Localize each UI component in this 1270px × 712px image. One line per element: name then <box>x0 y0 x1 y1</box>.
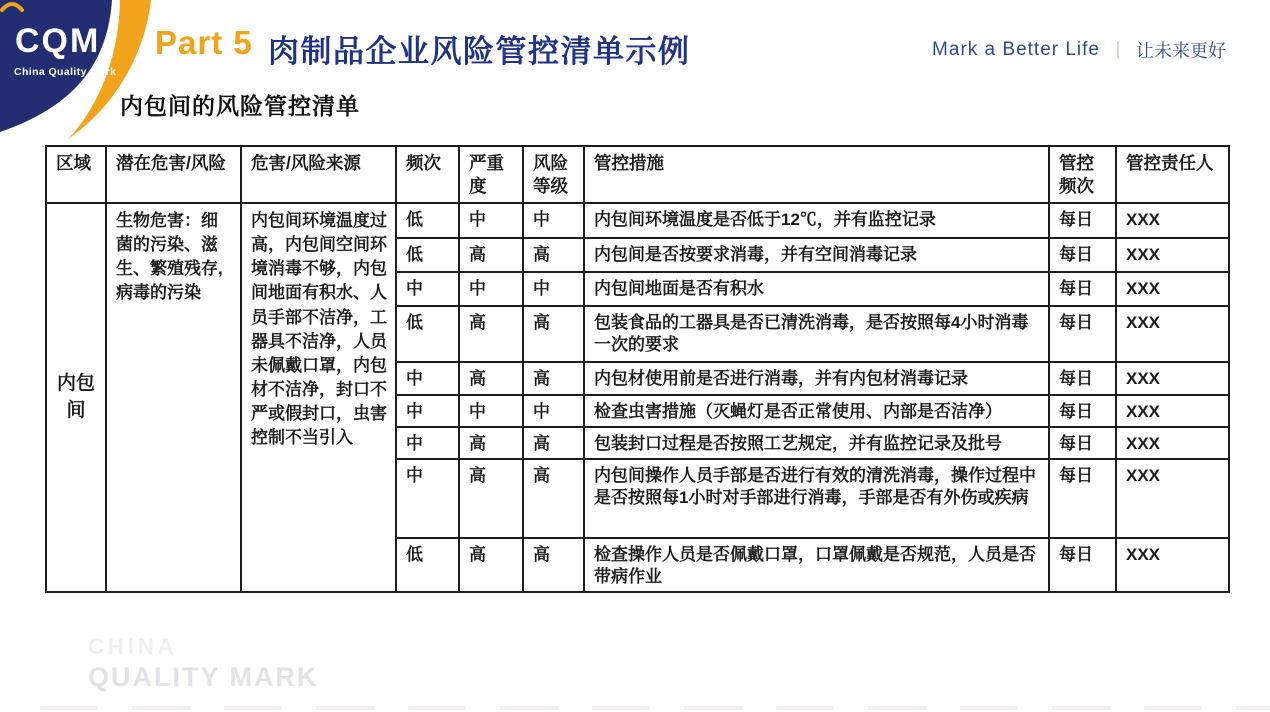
owner-cell: XXX <box>1116 238 1229 272</box>
measure-cell: 检查操作人员是否佩戴口罩，口罩佩戴是否规范，人员是否带病作业 <box>584 538 1049 592</box>
severity-cell: 高 <box>459 238 523 272</box>
watermark <box>88 634 319 693</box>
risk-level-cell: 高 <box>523 459 584 538</box>
severity-cell: 高 <box>459 427 523 459</box>
measure-cell: 检查虫害措施（灭蝇灯是否正常使用、内部是否洁净） <box>584 395 1049 427</box>
header-severity: 严重度 <box>459 146 523 203</box>
logo-subtext: China Quality Mark <box>14 66 117 78</box>
table-row <box>46 203 1229 238</box>
measure-cell: 包装封口过程是否按照工艺规定，并有监控记录及批号 <box>584 427 1049 459</box>
control-frequency-cell: 每日 <box>1049 306 1116 362</box>
header-area: 区域 <box>46 146 106 203</box>
owner-cell: XXX <box>1116 538 1229 592</box>
watermark-line1: CHINA <box>88 634 178 659</box>
control-frequency-cell: 每日 <box>1049 238 1116 272</box>
severity-cell: 中 <box>459 203 523 238</box>
logo-text: CQM <box>15 22 101 60</box>
owner-cell: XXX <box>1116 272 1229 306</box>
slide-title: 肉制品企业风险管控清单示例 <box>268 34 691 69</box>
severity-cell: 中 <box>459 272 523 306</box>
watermark-line2: QUALITY MARK <box>88 662 319 692</box>
control-frequency-cell: 每日 <box>1049 538 1116 592</box>
header-frequency: 频次 <box>396 146 459 203</box>
frequency-cell: 中 <box>396 459 459 538</box>
control-frequency-cell: 每日 <box>1049 427 1116 459</box>
tagline-separator: ｜ <box>1109 41 1127 61</box>
control-frequency-cell: 每日 <box>1049 272 1116 306</box>
logo-q-arc-icon <box>0 0 24 12</box>
header-hazard: 潜在危害/风险 <box>106 146 241 203</box>
risk-level-cell: 高 <box>523 427 584 459</box>
measure-cell: 内包间是否按要求消毒，并有空间消毒记录 <box>584 238 1049 272</box>
measure-cell: 包装食品的工器具是否已清洗消毒，是否按照每4小时消毒一次的要求 <box>584 306 1049 362</box>
severity-cell: 高 <box>459 362 523 395</box>
header-control-frequency: 管控频次 <box>1049 146 1116 203</box>
severity-cell: 高 <box>459 538 523 592</box>
table-header-row <box>46 146 1229 203</box>
frequency-cell: 低 <box>396 203 459 238</box>
owner-cell: XXX <box>1116 203 1229 238</box>
control-frequency-cell: 每日 <box>1049 203 1116 238</box>
measure-cell: 内包间环境温度是否低于12℃，并有监控记录 <box>584 203 1049 238</box>
frequency-cell: 低 <box>396 238 459 272</box>
risk-level-cell: 中 <box>523 395 584 427</box>
table-caption: 内包间的风险管控清单 <box>120 93 360 119</box>
header-source: 危害/风险来源 <box>241 146 396 203</box>
owner-cell: XXX <box>1116 395 1229 427</box>
risk-level-cell: 中 <box>523 203 584 238</box>
part-label: Part 5 <box>155 24 253 61</box>
control-frequency-cell: 每日 <box>1049 362 1116 395</box>
measure-cell: 内包间地面是否有积水 <box>584 272 1049 306</box>
cqm-logo <box>0 0 170 155</box>
header-risk-level: 风险等级 <box>523 146 584 203</box>
owner-cell: XXX <box>1116 362 1229 395</box>
risk-control-table <box>45 145 1230 593</box>
severity-cell: 中 <box>459 395 523 427</box>
area-cell: 内包间 <box>46 203 106 592</box>
frequency-cell: 中 <box>396 272 459 306</box>
risk-level-cell: 高 <box>523 538 584 592</box>
hazard-cell: 生物危害：细菌的污染、滋生、繁殖残存,病毒的污染 <box>106 203 241 592</box>
control-frequency-cell: 每日 <box>1049 459 1116 538</box>
risk-level-cell: 中 <box>523 272 584 306</box>
owner-cell: XXX <box>1116 459 1229 538</box>
bottom-filmstrip-decoration <box>40 706 1270 710</box>
severity-cell: 高 <box>459 459 523 538</box>
frequency-cell: 中 <box>396 427 459 459</box>
risk-level-cell: 高 <box>523 238 584 272</box>
owner-cell: XXX <box>1116 306 1229 362</box>
risk-level-cell: 高 <box>523 306 584 362</box>
frequency-cell: 中 <box>396 395 459 427</box>
frequency-cell: 低 <box>396 306 459 362</box>
header-owner: 管控责任人 <box>1116 146 1229 203</box>
header-measures: 管控措施 <box>584 146 1049 203</box>
control-frequency-cell: 每日 <box>1049 395 1116 427</box>
source-cell: 内包间环境温度过高，内包间空间环境消毒不够，内包间地面有积水、人员手部不洁净，工器具不洁净，人员未佩戴口罩，内包材不洁净，封口不严或假封口，虫害控制不当引入 <box>241 203 396 592</box>
frequency-cell: 低 <box>396 538 459 592</box>
risk-level-cell: 高 <box>523 362 584 395</box>
frequency-cell: 中 <box>396 362 459 395</box>
owner-cell: XXX <box>1116 427 1229 459</box>
brand-tagline <box>932 37 1226 63</box>
measure-cell: 内包材使用前是否进行消毒，并有内包材消毒记录 <box>584 362 1049 395</box>
tagline-english: Mark a Better Life <box>932 39 1100 60</box>
measure-cell: 内包间操作人员手部是否进行有效的清洗消毒，操作过程中是否按照每1小时对手部进行消毒，手部是否有外伤或疾病 <box>584 459 1049 538</box>
tagline-chinese: 让未来更好 <box>1136 41 1226 61</box>
severity-cell: 高 <box>459 306 523 362</box>
